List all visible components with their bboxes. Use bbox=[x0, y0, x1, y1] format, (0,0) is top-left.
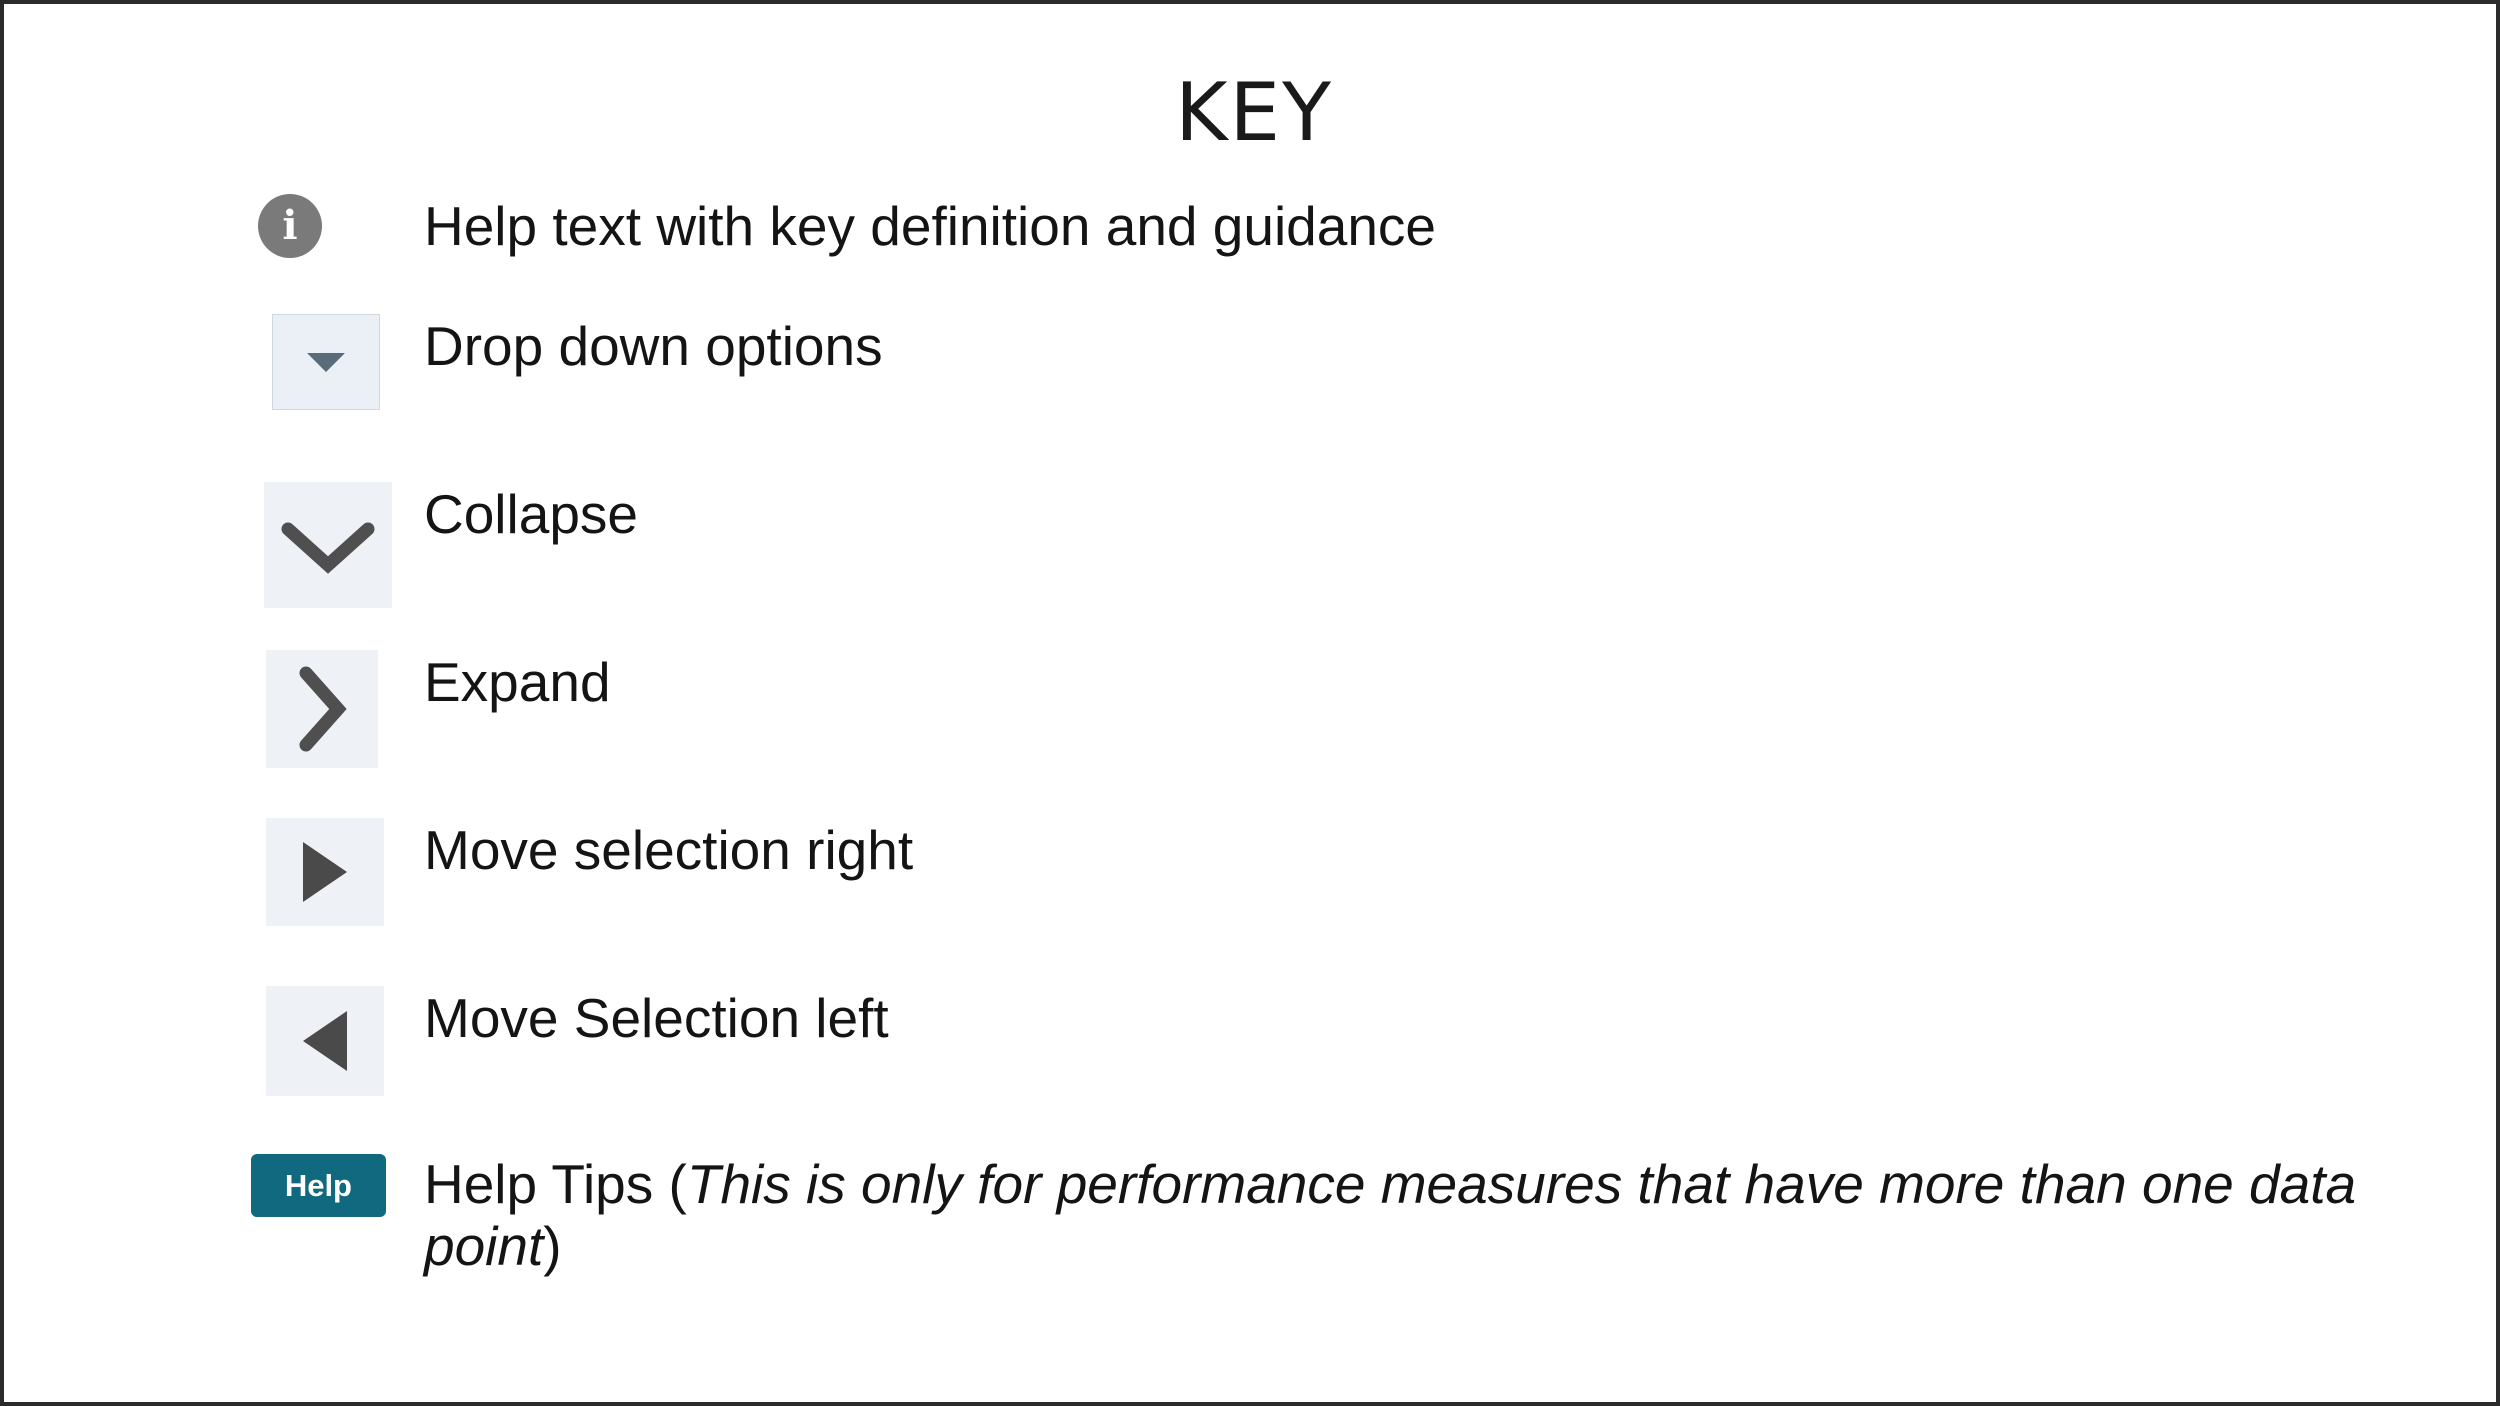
icon-cell bbox=[4, 1154, 424, 1217]
triangle-left-icon[interactable] bbox=[266, 986, 384, 1096]
legend-item-collapse bbox=[4, 482, 2500, 650]
caret-down-shape bbox=[307, 353, 345, 372]
info-circle-icon[interactable] bbox=[258, 194, 322, 258]
icon-cell bbox=[4, 194, 424, 258]
chevron-down-shape bbox=[280, 513, 376, 577]
legend-label-move-right: Move selection right bbox=[424, 819, 914, 881]
legend-label-help-text: Help text with key definition and guidance bbox=[424, 195, 1437, 257]
legend-label-expand: Expand bbox=[424, 651, 611, 713]
legend-item-help-text bbox=[4, 194, 2500, 314]
chevron-right-icon[interactable] bbox=[266, 650, 378, 768]
legend-label-dropdown: Drop down options bbox=[424, 315, 883, 377]
chevron-right-shape bbox=[292, 663, 352, 755]
icon-cell bbox=[4, 314, 424, 410]
chevron-down-icon[interactable] bbox=[264, 482, 392, 608]
dropdown-caret-icon[interactable] bbox=[272, 314, 380, 410]
info-icon-glyph: i bbox=[282, 202, 298, 249]
legend-label-move-left: Move Selection left bbox=[424, 987, 889, 1049]
triangle-left-shape bbox=[303, 1011, 347, 1071]
triangle-right-shape bbox=[303, 842, 347, 902]
icon-cell bbox=[4, 650, 424, 768]
legend-label-help-tips bbox=[424, 1154, 2384, 1277]
legend-item-move-left bbox=[4, 986, 2500, 1154]
help-tips-text-italic: This is only for performance measures that have more than one data point bbox=[424, 1153, 2357, 1277]
help-tips-text-after: ) bbox=[543, 1214, 562, 1277]
help-button[interactable]: Help bbox=[251, 1154, 386, 1217]
icon-cell bbox=[4, 986, 424, 1096]
legend-item-move-right bbox=[4, 818, 2500, 986]
info-icon-wrap bbox=[258, 194, 322, 258]
legend-item-help-tips bbox=[4, 1154, 2500, 1314]
help-tips-text-before: Help Tips ( bbox=[424, 1153, 687, 1215]
triangle-right-icon[interactable] bbox=[266, 818, 384, 926]
legend-item-dropdown bbox=[4, 314, 2500, 482]
legend-item-expand bbox=[4, 650, 2500, 818]
legend-list bbox=[4, 194, 2500, 1314]
icon-cell bbox=[4, 482, 424, 608]
page-title: KEY bbox=[1175, 66, 1333, 159]
legend-label-collapse: Collapse bbox=[424, 483, 639, 545]
icon-cell bbox=[4, 818, 424, 926]
